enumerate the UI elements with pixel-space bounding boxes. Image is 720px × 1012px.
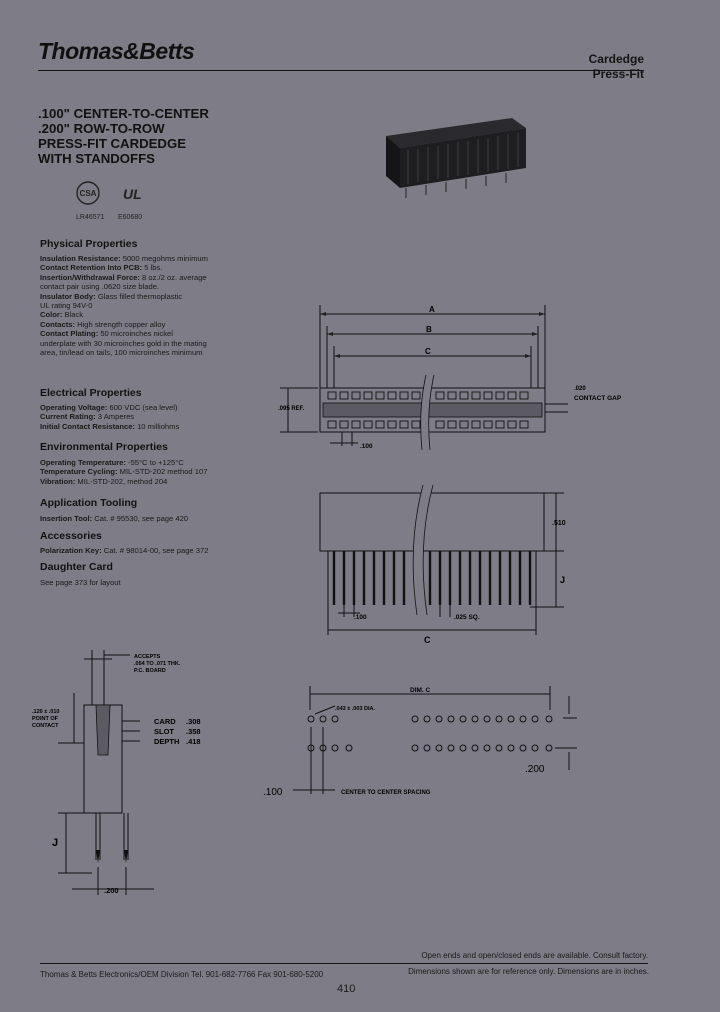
spec-line: Insulation Resistance: 5000 megohms minimum bbox=[40, 254, 208, 263]
page-number: 410 bbox=[337, 983, 356, 995]
j-dim: J bbox=[560, 575, 566, 585]
ref-dim: .095 REF. bbox=[278, 406, 305, 412]
footer-note-dimensions: Dimensions shown are for reference only. Dimensions are in inches. bbox=[408, 967, 649, 976]
spec-line: Insertion Tool: Cat. # 95530, see page 420 bbox=[40, 514, 189, 523]
card-label: CARD bbox=[154, 717, 176, 726]
accepts-line: P.C. BOARD bbox=[134, 668, 166, 674]
product-title bbox=[38, 106, 209, 166]
spec-line: area, tin/lead on tails, 100 microinches minimum bbox=[40, 348, 203, 358]
pitch-dim: .100 bbox=[263, 787, 283, 798]
row-dim: .200 bbox=[525, 764, 545, 775]
spec-line: Color: Black bbox=[40, 310, 84, 320]
c-dim: C bbox=[424, 635, 431, 645]
spec-line: UL rating 94V-0 bbox=[40, 301, 93, 311]
title-line: .100" CENTER-TO-CENTER bbox=[38, 106, 209, 121]
point-line: CONTACT bbox=[32, 723, 59, 729]
spec-line: Contact Plating: 50 microinches nickel bbox=[40, 329, 173, 339]
accessories-heading: Accessories bbox=[40, 530, 102, 542]
electrical-heading: Electrical Properties bbox=[40, 387, 142, 399]
hole-dim: .043 ± .003 DIA. bbox=[335, 706, 376, 712]
spec-line: Insulator Body: Glass filled thermoplastic bbox=[40, 291, 183, 301]
spec-line: Contact Retention Into PCB: 5 lbs. bbox=[40, 263, 163, 273]
spec-line: Initial Contact Resistance: 10 milliohms bbox=[40, 421, 180, 431]
sq-dim: .025 SQ. bbox=[454, 614, 480, 621]
tooling-body bbox=[40, 514, 240, 523]
certification-logos bbox=[74, 176, 154, 224]
electrical-body bbox=[40, 403, 240, 431]
pitch-dim: .100 bbox=[360, 443, 373, 450]
company-name: Thomas & Betts Electronics/OEM Division bbox=[40, 970, 189, 979]
accessories-body bbox=[40, 546, 240, 555]
side-view-drawing bbox=[300, 485, 590, 645]
spec-line: contact pair using .0620 size blade. bbox=[40, 282, 160, 292]
dim-c: C bbox=[425, 347, 431, 356]
point-line: POINT OF bbox=[32, 716, 58, 722]
environmental-body bbox=[40, 458, 240, 486]
spec-line: See page 373 for layout bbox=[40, 578, 121, 587]
title-line: .200" ROW-TO-ROW bbox=[38, 121, 165, 136]
slot-label: SLOT bbox=[154, 727, 174, 736]
dim-a: A bbox=[429, 305, 435, 314]
card-value: .308 bbox=[186, 717, 201, 726]
fax-number: Fax 901-680-5200 bbox=[257, 970, 324, 979]
point-line: .120 ± .010 bbox=[32, 709, 60, 715]
accepts-line: .054 TO .071 THK. bbox=[134, 661, 181, 667]
end-view-drawing bbox=[30, 645, 220, 900]
daughter-heading: Daughter Card bbox=[40, 561, 113, 573]
dim-b: B bbox=[426, 325, 432, 334]
phone-number: Tel. 901-682-7766 bbox=[191, 970, 256, 979]
dim-c-label: DIM. C bbox=[410, 687, 431, 694]
spec-line: Vibration: MIL-STD-202, method 204 bbox=[40, 476, 168, 486]
footer-rule bbox=[40, 963, 648, 964]
spec-line: Operating Voltage: 600 VDC (sea level) bbox=[40, 403, 178, 412]
spec-line: Current Rating: 3 Amperes bbox=[40, 412, 135, 422]
gap-label: CONTACT GAP bbox=[574, 395, 622, 402]
connector-photo bbox=[378, 98, 528, 208]
footprint-drawing bbox=[255, 682, 585, 800]
pitch-dim: .100 bbox=[354, 614, 367, 621]
height-dim: .510 bbox=[552, 520, 566, 527]
spec-line: underplate with 30 microinches gold in the mating bbox=[40, 338, 207, 348]
depth-label: DEPTH bbox=[154, 737, 180, 746]
csa-number: LR46571 bbox=[76, 214, 105, 221]
ul-number: E60680 bbox=[118, 214, 143, 221]
header-rule bbox=[38, 70, 644, 71]
tooling-heading: Application Tooling bbox=[40, 497, 138, 509]
physical-body bbox=[40, 254, 240, 357]
top-view-drawing bbox=[270, 300, 650, 455]
subcategory-label: Press-Fit bbox=[592, 67, 644, 81]
spec-line: Contacts: High strength copper alloy bbox=[40, 319, 166, 329]
spec-line: Temperature Cycling: MIL-STD-202 method 107 bbox=[40, 467, 208, 477]
spec-line: Polarization Key: Cat. # 98014-00, see page 372 bbox=[40, 546, 209, 555]
physical-heading: Physical Properties bbox=[40, 238, 138, 250]
csa-mark: CSA bbox=[79, 189, 97, 198]
depth-value: .418 bbox=[186, 737, 201, 746]
spacing-label: CENTER TO CENTER SPACING bbox=[341, 790, 431, 796]
category-label: Cardedge bbox=[588, 52, 644, 66]
title-line: WITH STANDOFFS bbox=[38, 151, 155, 166]
slot-value: .358 bbox=[186, 727, 201, 736]
ul-mark: UL bbox=[123, 186, 142, 202]
gap-dim: .020 bbox=[574, 386, 586, 392]
daughter-body bbox=[40, 578, 240, 587]
row-dim: .200 bbox=[104, 886, 119, 895]
title-line: PRESS-FIT CARDEDGE bbox=[38, 136, 187, 151]
footer-note-open-ends: Open ends and open/closed ends are available. Consult factory. bbox=[421, 951, 648, 960]
spec-line: Insertion/Withdrawal Force: 8 oz./2 oz. average bbox=[40, 272, 207, 282]
brand-logo: Thomas&Betts bbox=[38, 38, 195, 64]
footer-company-line bbox=[40, 970, 323, 979]
accepts-line: ACCEPTS bbox=[134, 654, 161, 660]
spec-line: Operating Temperature: -55°C to +125°C bbox=[40, 458, 184, 467]
environmental-heading: Environmental Properties bbox=[40, 441, 168, 453]
j-dim: J bbox=[52, 837, 59, 849]
